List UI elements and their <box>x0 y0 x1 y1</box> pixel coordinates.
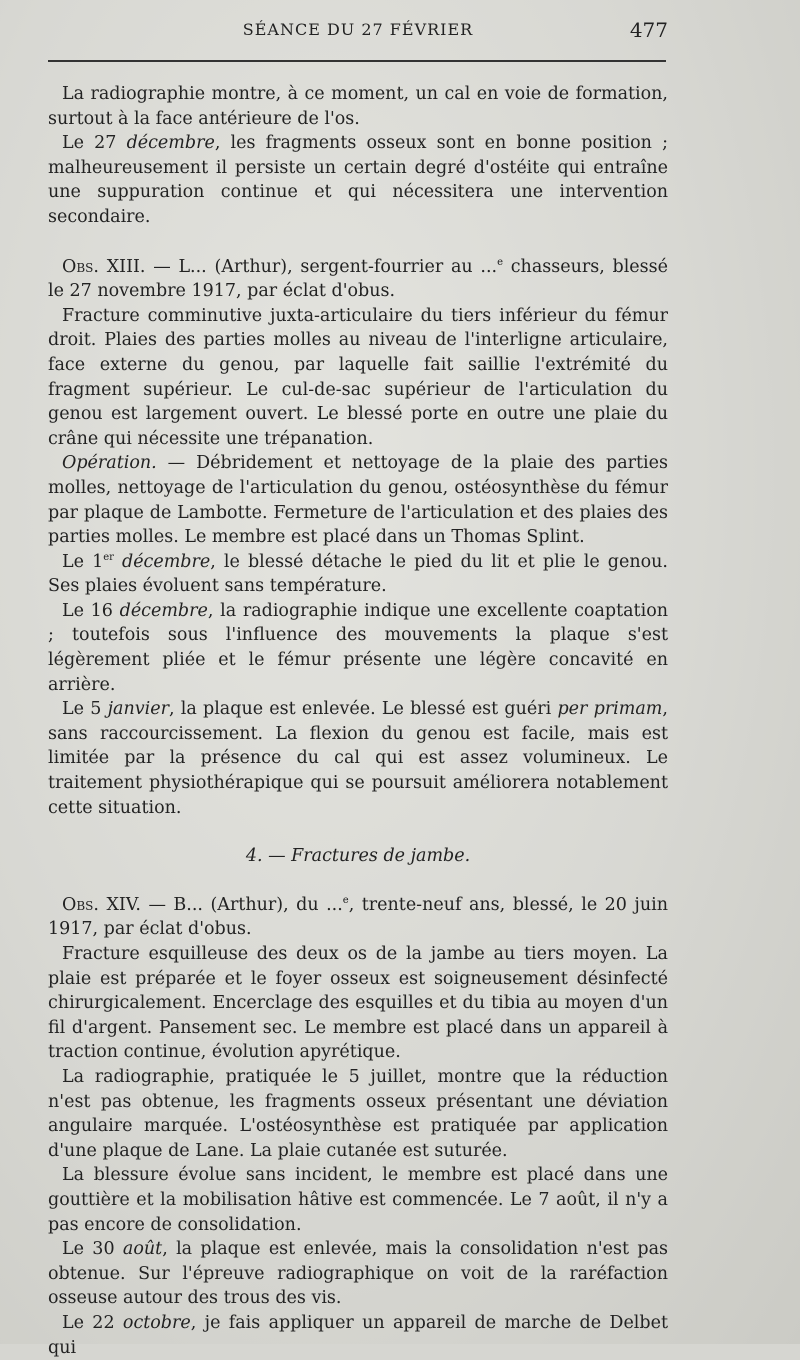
text: Le 30 <box>62 1239 123 1260</box>
paragraph <box>48 1237 668 1311</box>
text: — B... (Arthur), du ... <box>140 894 343 915</box>
text: Le 22 <box>62 1312 123 1333</box>
text: , les fragments osseux sont en bonne position ; malheureusement il persiste un certain degré d'ostéite qui entraîne une suppuration continue et qui nécessitera une intervention secondaire. <box>48 133 668 227</box>
header-rule <box>48 60 666 62</box>
date: décembre <box>126 133 215 154</box>
observation-heading <box>48 255 668 304</box>
paragraph <box>48 599 668 697</box>
observation-label: Obs. XIV. <box>62 894 141 915</box>
running-head: SÉANCE DU 27 FÉVRIER <box>242 20 474 39</box>
operation-label: Opération. <box>62 453 157 474</box>
text: , le blessé détache le pied du lit et plie le genou. Ses plaies évoluent sans température. <box>48 551 668 597</box>
date: août <box>122 1239 163 1260</box>
observation-heading <box>48 893 668 942</box>
text: , la plaque est enlevée. Le blessé est guéri <box>168 699 558 720</box>
text: — L... (Arthur), sergent-fourrier au ... <box>145 256 498 277</box>
latin-phrase: per primam <box>557 699 663 720</box>
text: , trente-neuf ans, blessé, le 20 juin 1917, par éclat d'obus. <box>48 894 668 940</box>
superscript: e <box>342 894 349 906</box>
text: Le 27 <box>62 133 127 154</box>
date: octobre <box>122 1312 191 1333</box>
section-title: 4. — Fractures de jambe. <box>245 846 471 867</box>
paragraph: Fracture esquilleuse des deux os de la jambe au tiers moyen. La plaie est préparée et le foyer osseux est soigneusement désinfecté chirurgicalement. Encerclage des esquilles et du tibia au moyen d'un fil d'argent. Pansement sec. Le membre est placé dans un appareil à traction continue, évolution apyrétique. <box>48 944 668 1063</box>
date: décembre <box>122 551 211 572</box>
date: janvier <box>107 699 169 720</box>
text: Le 16 <box>62 600 120 621</box>
text: , je fais appliquer un appareil de marche de Delbet qui <box>48 1312 668 1358</box>
text: , la plaque est enlevée, mais la consolidation n'est pas obtenue. Sur l'épreuve radiographique on voit de la raréfaction osseuse autour des trous des vis. <box>48 1239 668 1309</box>
paragraph <box>48 1311 668 1360</box>
paragraph <box>48 131 668 229</box>
text: Le 5 <box>62 699 108 720</box>
paragraph: Fracture comminutive juxta-articulaire du tiers inférieur du fémur droit. Plaies des parties molles au niveau de l'interligne articulaire, face externe du genou, par laquelle fait saillie l'extrémité du fragment supérieur. Le cul-de-sac supérieur de l'articulation du genou est largement ouvert. Le blessé porte en outre une plaie du crâne qui nécessite une trépanation. <box>48 305 668 449</box>
page-header <box>48 18 668 48</box>
text: chasseurs, blessé le 27 novembre 1917, par éclat d'obus. <box>48 256 668 302</box>
superscript: er <box>103 551 114 563</box>
paragraph: La blessure évolue sans incident, le membre est placé dans une gouttière et la mobilisation hâtive est commencée. Le 7 août, il n'y a pas encore de consolidation. <box>48 1165 668 1235</box>
paragraph <box>48 697 668 820</box>
date: décembre <box>119 600 208 621</box>
paragraph <box>48 550 668 599</box>
page-number: 477 <box>629 18 668 42</box>
body-text <box>48 82 668 1360</box>
paragraph: La radiographie, pratiquée le 5 juillet, montre que la réduction n'est pas obtenue, les fragments osseux présentant une déviation angulaire marquée. L'ostéosynthèse est pratiquée par application d'une plaque de Lane. La plaie cutanée est suturée. <box>48 1066 668 1161</box>
text: Le 1 <box>62 551 104 572</box>
observation-label: Obs. XIII. <box>62 256 146 277</box>
paragraph <box>48 451 668 549</box>
paragraph: La radiographie montre, à ce moment, un cal en voie de formation, surtout à la face antérieure de l'os. <box>48 84 668 129</box>
superscript: e <box>497 256 504 268</box>
text: , la radiographie indique une excellente coaptation ; toutefois sous l'influence des mouvements la plaque s'est légèrement pliée et le fémur présente une légère concavité en arrière. <box>48 600 668 695</box>
text: , sans raccourcissement. La flexion du genou est facile, mais est limitée par la présence du cal qui est assez volumineux. Le traitement physiothérapique qui se poursuit améliorera notablement cette situation. <box>48 699 668 818</box>
text: — Débridement et nettoyage de la plaie des parties molles, nettoyage de l'articulation du genou, ostéosynthèse du fémur par plaque de Lambotte. Fermeture de l'articulation et des plaies des parties molles. Le membre est placé dans un Thomas Splint. <box>48 453 668 548</box>
